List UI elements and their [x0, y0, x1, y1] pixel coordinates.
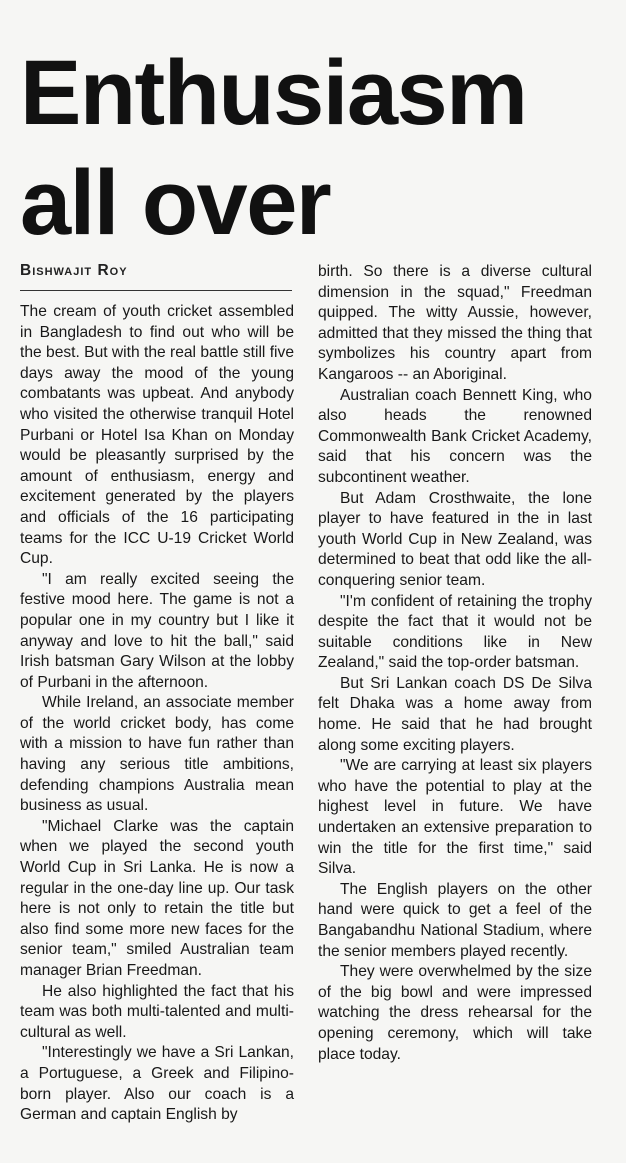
paragraph: "We are carrying at least six players who have the potential to play at the highest level in future. We have undertaken an extensive preparation to win the title for the first time," said Silva. — [318, 757, 592, 878]
paragraph: The cream of youth cricket assembled in Bangladesh to find out who will be the best. But with the real battle still five days away the mood of the young combatants was upbeat. And anybody who visited the otherwise tranquil Hotel Purbani or Hotel Isa Khan on Monday would be pleasantly surprised by the amount of enthusiasm, energy and excitement generated by the players and officials of the 16 participating teams for the ICC U-19 Cricket World Cup. — [20, 303, 294, 568]
headline-line-2: all over — [20, 152, 331, 254]
byline: Bishwajit Roy — [20, 262, 128, 279]
paragraph: But Adam Crosthwaite, the lone player to have featured in the in last youth World Cup in New Zealand, was determined to beat that odd like the all-conquering senior team. — [318, 489, 592, 589]
byline-rule — [20, 290, 292, 291]
paragraph: He also highlighted the fact that his team was both multi-talented and multi-cultural as well. — [20, 982, 294, 1041]
paragraph: While Ireland, an associate member of the world cricket body, has come with a mission to have fun rather than having any serious title ambitions, defending champions Australia mean business as usual. — [20, 694, 294, 815]
paragraph: The English players on the other hand were quick to get a feel of the Bangabandhu National Stadium, where the senior members played recently. — [318, 880, 592, 960]
right-column — [318, 262, 592, 1065]
paragraph: But Sri Lankan coach DS De Silva felt Dhaka was a home away from home. He said that he had brought along some exciting players. — [318, 674, 592, 754]
paragraph: Australian coach Bennett King, who also heads the renowned Commonwealth Bank Cricket Academy, said that his concern was the subcontinent weather. — [318, 386, 592, 486]
paragraph: They were overwhelmed by the size of the big bowl and were impressed watching the dress rehearsal for the opening ceremony, which will take place today. — [318, 963, 592, 1063]
left-column — [20, 302, 294, 1126]
paragraph: "Interestingly we have a Sri Lankan, a Portuguese, a Greek and Filipino-born player. Also our coach is a German and captain English by — [20, 1044, 294, 1124]
headline-line-1: Enthusiasm — [20, 42, 527, 144]
paragraph: "I am really excited seeing the festive mood here. The game is not a popular one in my country but I like it anyway and love to hit the ball," said Irish batsman Gary Wilson at the lobby of Purbani in the afternoon. — [20, 570, 294, 691]
paragraph: "Michael Clarke was the captain when we played the second youth World Cup in Sri Lanka. He is now a regular in the one-day line up. Our task here is not only to retain the title but also find some more new faces for the senior team," smiled Australian team manager Brian Freedman. — [20, 817, 294, 979]
paragraph-continued: birth. So there is a diverse cultural dimension in the squad," Freedman quipped. The witty Aussie, however, admitted that they missed the thing that symbolizes his country apart from Kangaroos -- an Aboriginal. — [318, 263, 592, 383]
paragraph: "I'm confident of retaining the trophy despite the fact that it would not be suitable conditions like in New Zealand," said the top-order batsman. — [318, 592, 592, 672]
headline — [20, 38, 526, 258]
